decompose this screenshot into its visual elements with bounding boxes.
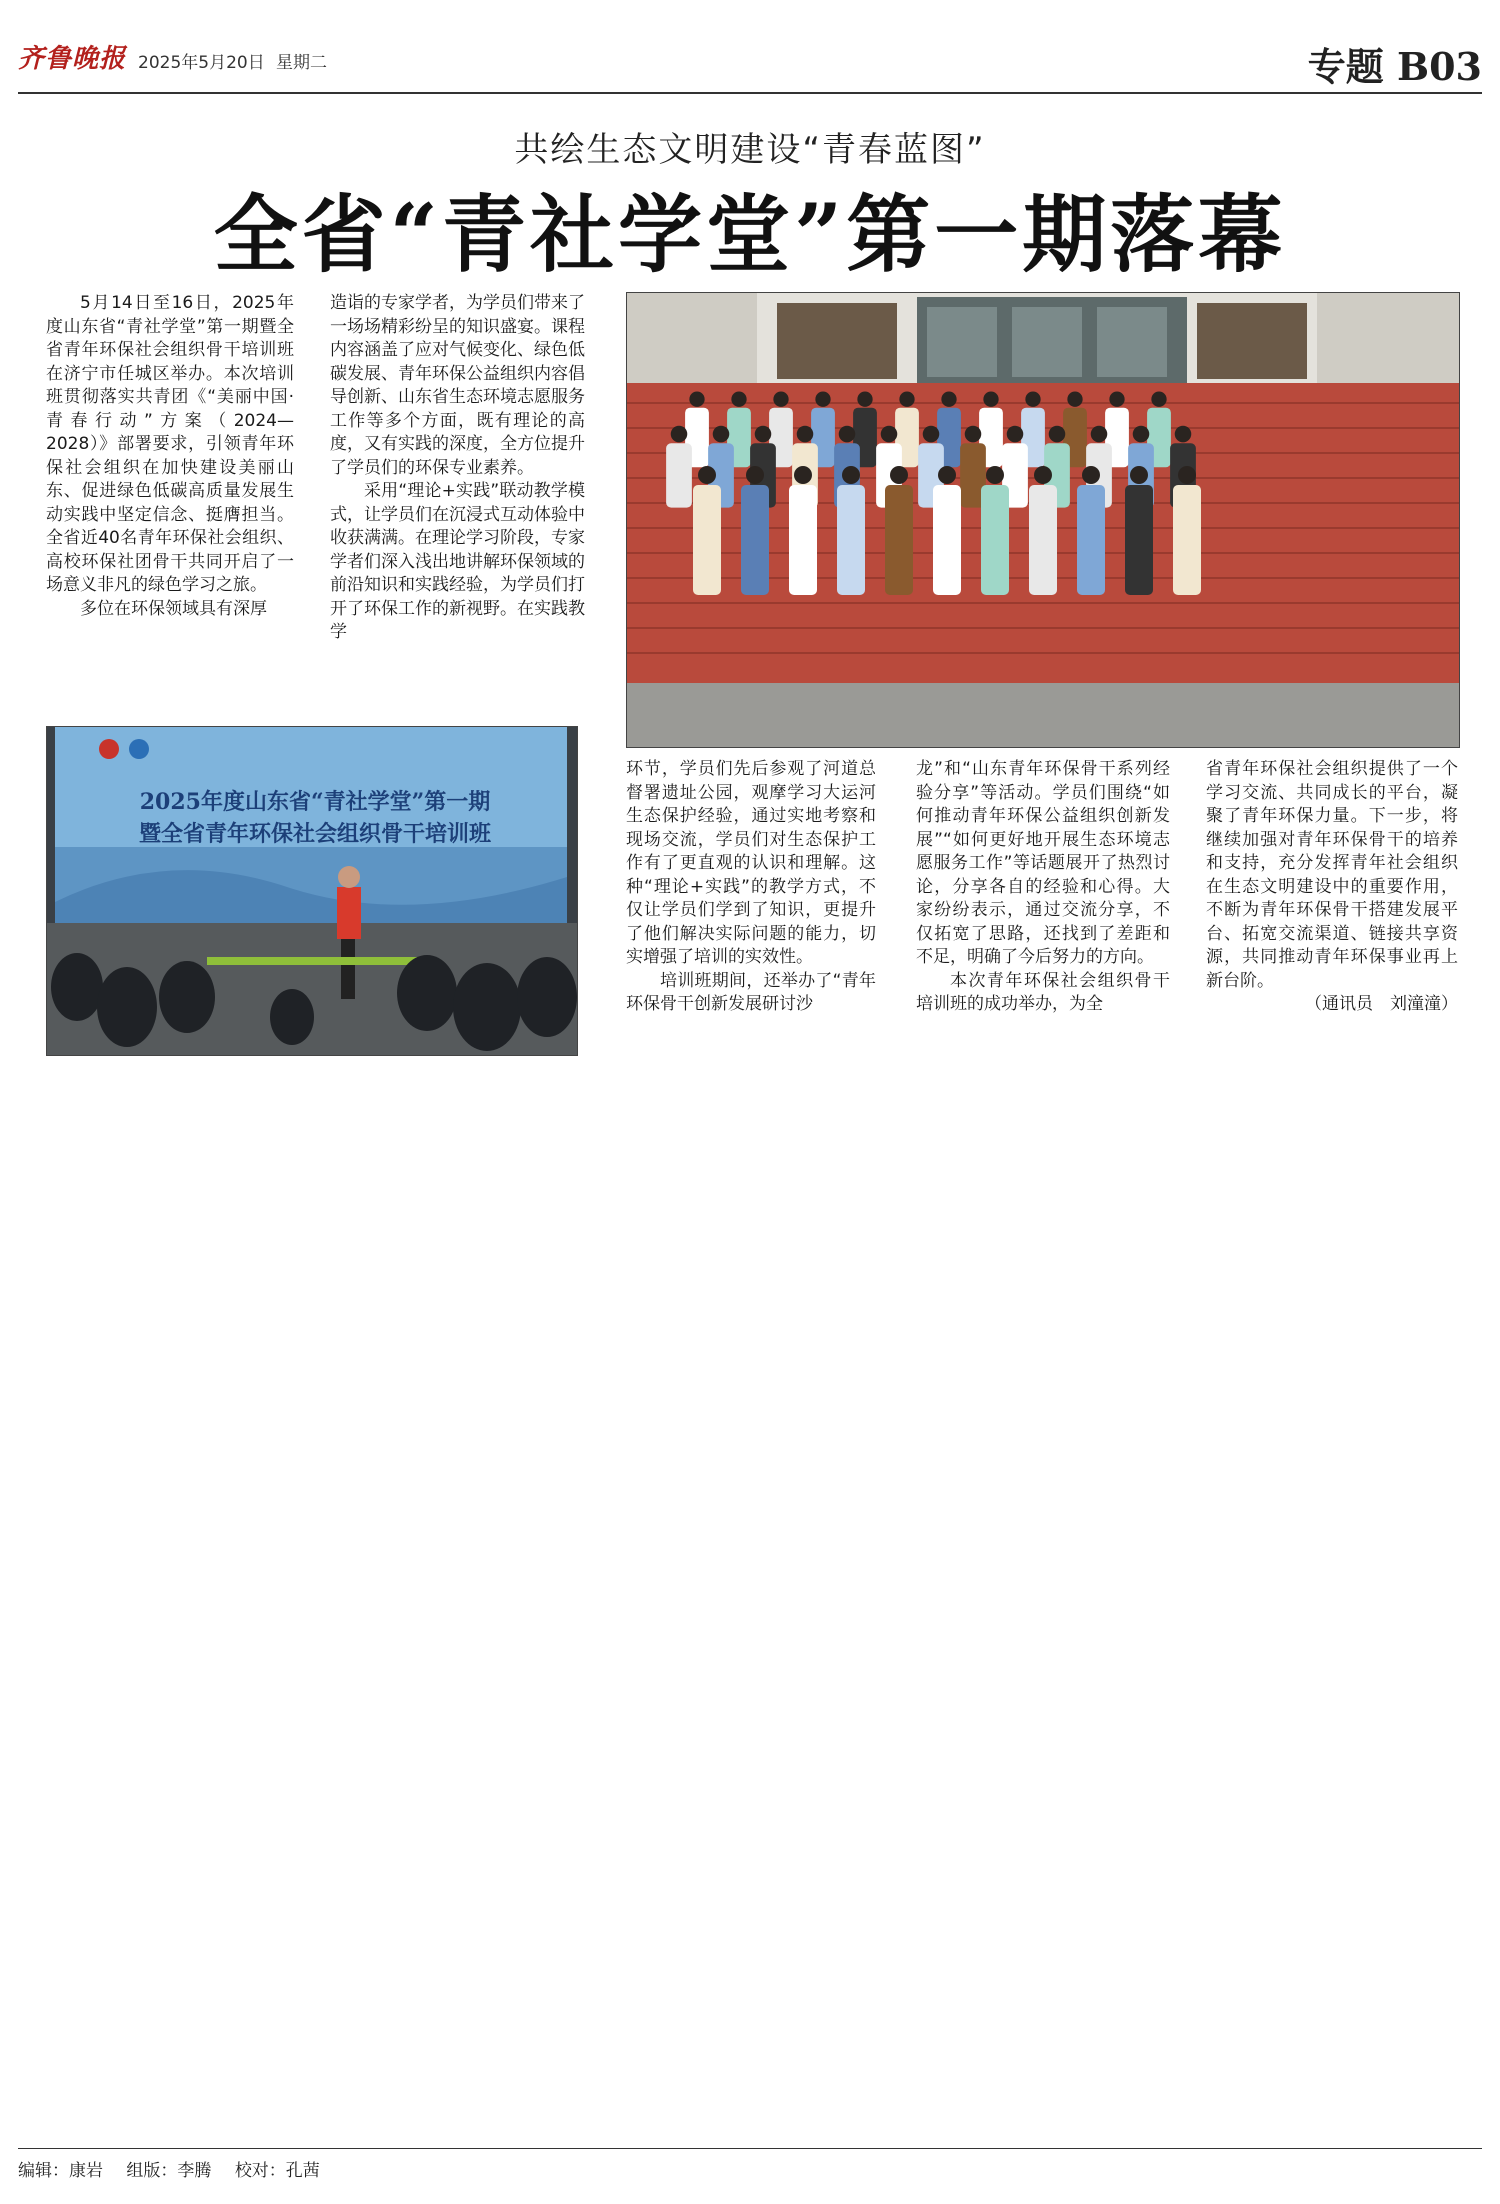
person-head	[689, 392, 704, 407]
classroom-photo-illustration	[47, 727, 577, 1055]
paragraph: 多位在环保领域具有深厚	[80, 598, 267, 619]
person-head	[1049, 426, 1066, 443]
person-head	[839, 426, 856, 443]
person-head	[731, 392, 746, 407]
person-body	[1077, 485, 1105, 595]
paragraph: 造诣的专家学者，为学员们带来了一场场精彩纷呈的知识盛宴。课程内容涵盖了应对气候变化、绿色低碳发展、青年环保公益组织内容倡导创新、山东省生态环境志愿服务工作等多个方面，既有理论的高度，又有实践的深度，全方位提升了学员们的环保专业素养。	[330, 293, 585, 478]
person-head	[1130, 466, 1148, 484]
person-head	[794, 466, 812, 484]
speaker	[337, 887, 361, 939]
person-head	[965, 426, 982, 443]
person-body	[1173, 485, 1201, 595]
person-head	[1025, 392, 1040, 407]
paragraph: 培训班期间，还举办了“青年环保骨干创新发展研讨沙	[626, 970, 876, 1014]
person-head	[1178, 466, 1196, 484]
footer-credits	[18, 2156, 338, 2181]
paragraph: 采用“理论+实践”联动教学模式，让学员们在沉浸式互动体验中收获满满。在理论学习阶段，专家学者们深入浅出地讲解环保领域的前沿知识和实践经验，为学员们打开了环保工作的新视野。在实践教学	[330, 481, 585, 642]
headline: 全省“青社学堂”第一期落幕	[213, 185, 1287, 284]
paragraph: 本次青年环保社会组织骨干培训班的成功举办，为全	[916, 970, 1170, 1014]
editor-credit: 编辑：康岩	[18, 2161, 103, 2181]
person-body	[837, 485, 865, 595]
person-body	[1029, 485, 1057, 595]
person-head	[1133, 426, 1150, 443]
person-head	[1151, 392, 1166, 407]
group-photo-illustration	[627, 293, 1459, 747]
section-label: 专题 B03	[1307, 44, 1482, 89]
person-head	[755, 426, 772, 443]
proof-credit: 校对：孔茜	[234, 2161, 320, 2181]
person-head	[986, 466, 1004, 484]
person-head	[815, 392, 830, 407]
paragraph: 5月14日至16日，2025年度山东省“青社学堂”第一期暨全省青年环保社会组织骨干培训班在济宁市任城区举办。本次培训班贯彻落实共青团《“美丽中国·青春行动”方案（2024—2028）》部署要求，引领青年环保社会组织在加快建设美丽山东、促进绿色低碳高质量发展生动实践中坚定信念、挺膺担当。全省近40名青年环保社会组织、高校环保社团骨干共同开启了一场意义非凡的绿色学习之旅。	[46, 293, 294, 595]
byline: （通讯员 刘潼潼）	[1305, 994, 1458, 1014]
person-head	[1109, 392, 1124, 407]
newspaper-logo: 齐鲁晚报	[18, 44, 127, 74]
top-rule	[18, 92, 1482, 94]
person-body	[666, 443, 692, 507]
person-head	[983, 392, 998, 407]
person-head	[890, 466, 908, 484]
logo-icon	[129, 739, 149, 759]
person-head	[773, 392, 788, 407]
person-head	[746, 466, 764, 484]
article-column-2	[330, 292, 585, 645]
person-head	[857, 392, 872, 407]
person-body	[1125, 485, 1153, 595]
person-head	[938, 466, 956, 484]
article-column-3	[626, 758, 876, 1017]
person-head	[1175, 426, 1192, 443]
bottom-rule	[18, 2148, 1482, 2149]
person-head	[698, 466, 716, 484]
person-head	[713, 426, 730, 443]
article-column-5	[1206, 758, 1458, 1017]
person-body	[693, 485, 721, 595]
person-head	[923, 426, 940, 443]
person-head	[671, 426, 688, 443]
classroom-photo	[46, 726, 578, 1056]
person-head	[1034, 466, 1052, 484]
person-head	[881, 426, 898, 443]
issue-weekday: 星期二	[276, 53, 327, 73]
person-body	[981, 485, 1009, 595]
person-head	[899, 392, 914, 407]
article-column-4	[916, 758, 1170, 1017]
person-head	[1091, 426, 1108, 443]
person-head	[941, 392, 956, 407]
person-head	[1067, 392, 1082, 407]
person-head	[1007, 426, 1024, 443]
paragraph: 省青年环保社会组织提供了一个学习交流、共同成长的平台，凝聚了青年环保力量。下一步，将继续加强对青年环保骨干的培养和支持，充分发挥青年社会组织在生态文明建设中的重要作用，不断为青年环保骨干搭建发展平台、拓宽交流渠道、链接共享资源，共同推动青年环保事业再上新台阶。	[1206, 759, 1458, 991]
person-body	[933, 485, 961, 595]
emblem-icon	[99, 739, 119, 759]
banner-line-1: 2025年度山东省“青社学堂”第一期	[139, 789, 491, 815]
person-head	[797, 426, 814, 443]
issue-date: 2025年5月20日	[138, 53, 265, 73]
person-body	[885, 485, 913, 595]
kicker-title: 共绘生态文明建设“青春蓝图”	[514, 130, 986, 170]
person-body	[741, 485, 769, 595]
person-head	[1082, 466, 1100, 484]
paragraph: 龙”和“山东青年环保骨干系列经验分享”等活动。学员们围绕“如何推动青年环保公益组织创新发展”“如何更好地开展生态环境志愿服务工作”等话题展开了热烈讨论，分享各自的经验和心得。大家纷纷表示，通过交流分享，不仅拓宽了思路，还找到了差距和不足，明确了今后努力的方向。	[916, 759, 1170, 967]
paragraph: 环节，学员们先后参观了河道总督署遗址公园，观摩学习大运河生态保护经验，通过实地考察和现场交流，学员们对生态保护工作有了更直观的认识和理解。这种“理论+实践”的教学方式，不仅让学员们学到了知识，更提升了他们解决实际问题的能力，切实增强了培训的实效性。	[626, 759, 876, 967]
banner-line-2: 暨全省青年环保社会组织骨干培训班	[138, 821, 492, 847]
masthead	[18, 30, 1482, 90]
layout-credit: 组版：李腾	[126, 2161, 212, 2181]
group-photo	[626, 292, 1460, 748]
article-column-1	[46, 292, 294, 621]
person-body	[789, 485, 817, 595]
person-head	[842, 466, 860, 484]
